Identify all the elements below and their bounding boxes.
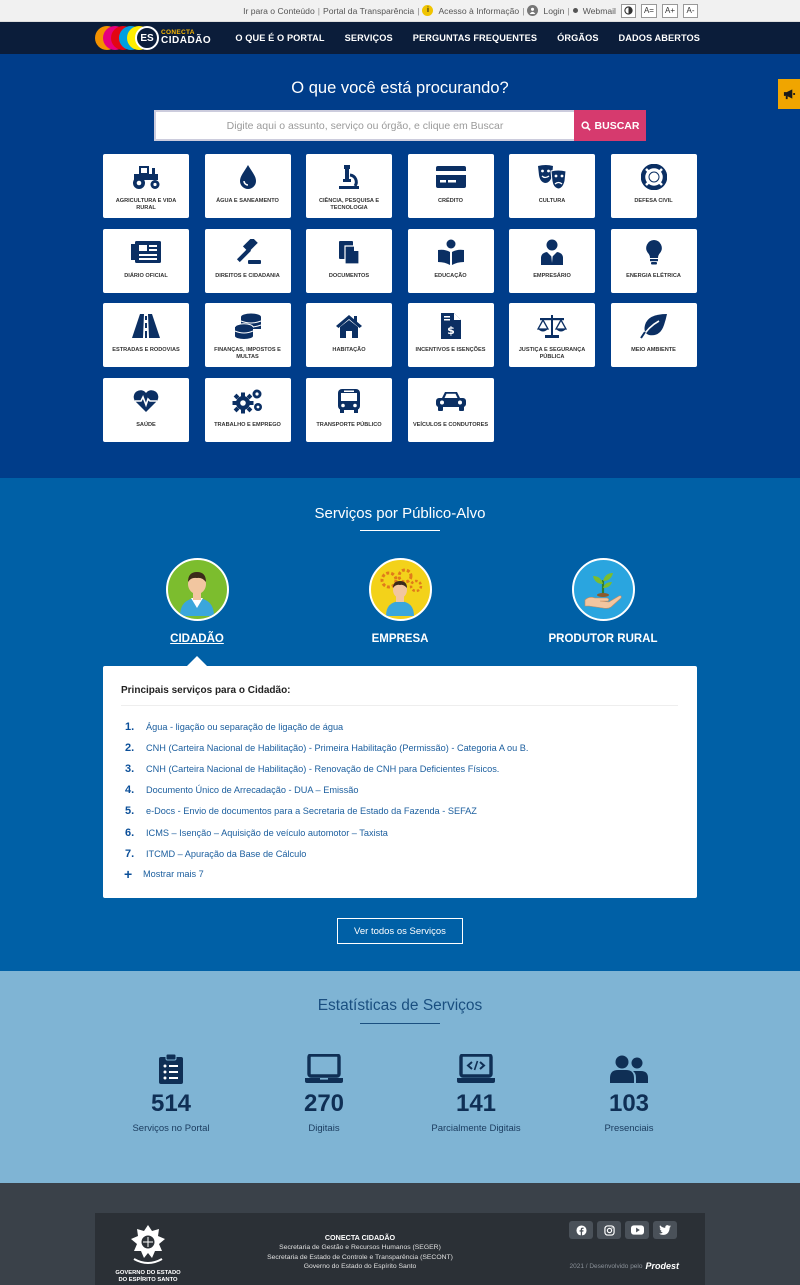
category-label: INCENTIVOS E ISENÇÕES bbox=[415, 347, 486, 353]
divider bbox=[121, 705, 678, 706]
prodest-logo[interactable]: Prodest bbox=[645, 1261, 679, 1271]
category-label: AGRICULTURA E VIDA RURAL bbox=[115, 198, 177, 211]
search-icon bbox=[581, 121, 591, 131]
footer bbox=[0, 1183, 800, 1285]
plus-icon: + bbox=[124, 866, 133, 883]
separator: | bbox=[567, 5, 570, 16]
contrast-button[interactable] bbox=[621, 4, 636, 18]
car-icon bbox=[435, 390, 467, 412]
tab-produtor-rural[interactable] bbox=[543, 558, 663, 645]
stat-label: Digitais bbox=[308, 1123, 340, 1134]
category-tile-roads[interactable] bbox=[103, 303, 189, 367]
category-tile-credit[interactable] bbox=[408, 154, 494, 218]
font-reset-button[interactable]: A= bbox=[641, 4, 657, 18]
category-tile-housing[interactable] bbox=[306, 303, 392, 367]
businessman-icon bbox=[540, 239, 564, 265]
social-links bbox=[569, 1221, 677, 1239]
list-number: 6. bbox=[125, 826, 135, 839]
stat-total bbox=[101, 1053, 241, 1134]
category-grid bbox=[103, 154, 697, 442]
citizen-avatar bbox=[166, 558, 229, 621]
top-services-list bbox=[121, 716, 678, 864]
top-services-title: Principais serviços para o Cidadão: bbox=[121, 685, 291, 696]
facebook-button[interactable] bbox=[569, 1221, 593, 1239]
info-icon: i bbox=[422, 5, 433, 16]
leaf-icon bbox=[640, 313, 668, 339]
category-label: SAÚDE bbox=[136, 421, 156, 428]
laptop-icon bbox=[305, 1054, 343, 1084]
instagram-button[interactable] bbox=[597, 1221, 621, 1239]
service-link[interactable]: CNH (Carteira Nacional de Habilitação) - Renovação de CNH para Deficientes Físicos. bbox=[146, 763, 500, 774]
nav-item-about[interactable]: O QUE É O PORTAL bbox=[235, 33, 325, 43]
search-input[interactable] bbox=[154, 110, 574, 141]
invoice-dollar-icon bbox=[441, 313, 461, 339]
separator: | bbox=[317, 5, 320, 16]
stat-label: Parcialmente Digitais bbox=[431, 1123, 521, 1134]
user-icon bbox=[527, 5, 538, 16]
tab-cidadao[interactable] bbox=[137, 558, 257, 645]
category-label: MEIO AMBIENTE bbox=[631, 347, 676, 353]
stat-value: 514 bbox=[150, 1090, 192, 1117]
category-label: EDUCAÇÃO bbox=[434, 272, 467, 279]
scales-icon bbox=[537, 313, 567, 339]
skip-to-content-link[interactable]: Ir para o Conteúdo bbox=[243, 5, 315, 16]
megaphone-icon bbox=[783, 88, 796, 100]
book-reader-icon bbox=[437, 239, 465, 265]
service-link[interactable]: e-Docs - Envio de documentos para a Secretaria de Estado da Fazenda - SEFAZ bbox=[146, 806, 477, 817]
category-tile-agriculture[interactable] bbox=[103, 154, 189, 218]
list-number: 5. bbox=[125, 805, 135, 818]
youtube-icon bbox=[631, 1225, 644, 1235]
state-coat-of-arms-icon bbox=[128, 1223, 168, 1267]
rural-avatar bbox=[572, 558, 635, 621]
instagram-icon bbox=[604, 1225, 615, 1236]
documents-icon bbox=[337, 239, 361, 265]
transparency-portal-link[interactable]: Portal da Transparência bbox=[322, 5, 415, 16]
government-line-1: GOVERNO DO ESTADO bbox=[115, 1269, 181, 1276]
road-icon bbox=[132, 314, 160, 338]
category-tile-documents[interactable] bbox=[306, 229, 392, 293]
developed-by bbox=[569, 1261, 679, 1271]
show-more-label: Mostrar mais 7 bbox=[143, 869, 204, 880]
contrast-icon bbox=[624, 6, 633, 15]
category-tile-rights[interactable] bbox=[205, 229, 291, 293]
stat-presencial bbox=[559, 1053, 699, 1134]
stat-label: Presenciais bbox=[604, 1123, 654, 1134]
tab-empresa-label: EMPRESA bbox=[371, 633, 429, 645]
list-item bbox=[121, 716, 678, 737]
statistics-title: Estatísticas de Serviços bbox=[317, 997, 483, 1014]
font-decrease-button[interactable]: A- bbox=[683, 4, 698, 18]
tab-produtor-rural-label: PRODUTOR RURAL bbox=[548, 633, 658, 645]
category-label: TRANSPORTE PÚBLICO bbox=[316, 421, 382, 428]
category-label: CIÊNCIA, PESQUISA E TECNOLOGIA bbox=[318, 198, 380, 211]
stat-label: Serviços no Portal bbox=[132, 1123, 210, 1134]
cogs-icon bbox=[232, 388, 264, 414]
logo-text-top: CONECTA bbox=[161, 28, 195, 36]
water-drop-icon bbox=[238, 164, 258, 190]
citizen-icon bbox=[175, 564, 219, 616]
separator: | bbox=[417, 5, 420, 16]
category-tile-justice[interactable] bbox=[509, 303, 595, 367]
webmail-link[interactable]: Webmail bbox=[582, 5, 616, 16]
category-label: DOCUMENTOS bbox=[328, 272, 370, 279]
logo-text-bottom: CIDADÃO bbox=[161, 35, 212, 47]
gavel-icon bbox=[234, 239, 262, 265]
category-tile-civil-defense[interactable] bbox=[611, 154, 697, 218]
show-more-button[interactable] bbox=[124, 864, 678, 884]
coins-icon bbox=[234, 313, 262, 339]
list-item bbox=[121, 737, 678, 758]
list-number: 1. bbox=[125, 720, 135, 733]
credit-card-icon bbox=[436, 166, 466, 188]
stat-value: 141 bbox=[455, 1090, 497, 1117]
category-label: VEÍCULOS E CONDUTORES bbox=[412, 421, 489, 428]
hero-section bbox=[0, 54, 800, 478]
footer-title: CONECTA CIDADÃO bbox=[324, 1233, 396, 1242]
nav-item-faq[interactable]: PERGUNTAS FREQUENTES bbox=[412, 33, 538, 43]
life-ring-icon bbox=[641, 164, 667, 190]
service-link[interactable]: ICMS – Isenção – Aquisição de veículo automotor – Taxista bbox=[146, 827, 388, 838]
house-icon bbox=[335, 314, 363, 338]
footer-panel bbox=[95, 1213, 705, 1285]
utility-bar bbox=[0, 0, 800, 22]
search-bar bbox=[154, 110, 646, 141]
category-label: ESTRADAS E RODOVIAS bbox=[112, 347, 180, 353]
lightbulb-icon bbox=[644, 239, 664, 265]
category-tile-science[interactable] bbox=[306, 154, 392, 218]
heartbeat-icon bbox=[132, 389, 160, 413]
hero-title: O que você está procurando? bbox=[291, 79, 509, 97]
active-tab-pointer bbox=[187, 656, 207, 666]
title-underline bbox=[360, 530, 440, 531]
twitter-icon bbox=[659, 1225, 671, 1235]
service-link[interactable]: Água - ligação ou separação de ligação de água bbox=[146, 721, 344, 732]
dot-icon bbox=[573, 8, 578, 13]
nav-item-open-data[interactable]: DADOS ABERTOS bbox=[618, 33, 700, 43]
main-header bbox=[0, 22, 800, 54]
theater-masks-icon bbox=[537, 164, 567, 190]
footer-credits bbox=[245, 1233, 475, 1272]
search-button-label: BUSCAR bbox=[594, 119, 640, 132]
category-tile-environment[interactable] bbox=[611, 303, 697, 367]
users-icon bbox=[610, 1055, 648, 1083]
service-link[interactable]: ITCMD – Apuração da Base de Cálculo bbox=[146, 848, 307, 859]
government-seal[interactable] bbox=[113, 1223, 183, 1284]
list-number: 7. bbox=[125, 847, 135, 860]
category-label: EMPRESÁRIO bbox=[533, 272, 571, 279]
search-button[interactable] bbox=[574, 110, 646, 141]
category-label: DIREITOS E CIDADANIA bbox=[215, 272, 280, 279]
category-tile-culture[interactable] bbox=[509, 154, 595, 218]
stat-value: 103 bbox=[608, 1090, 650, 1117]
logo-circles bbox=[95, 25, 160, 51]
title-underline bbox=[360, 1023, 440, 1024]
service-link[interactable]: Documento Único de Arrecadação - DUA – Emissão bbox=[146, 785, 359, 796]
list-number: 3. bbox=[125, 762, 135, 775]
category-tile-energy[interactable] bbox=[611, 229, 697, 293]
access-info-link[interactable]: Acesso à Informação bbox=[438, 5, 520, 16]
category-label: CULTURA bbox=[538, 198, 566, 204]
footer-line: Secretaria de Estado de Controle e Transparência (SECONT) bbox=[267, 1253, 453, 1261]
newspaper-icon bbox=[131, 241, 161, 263]
facebook-icon bbox=[576, 1225, 587, 1236]
category-tile-water[interactable] bbox=[205, 154, 291, 218]
logo-es-badge: ES bbox=[135, 26, 159, 50]
clipboard-list-icon bbox=[159, 1054, 183, 1084]
nav-item-services[interactable]: SERVIÇOS bbox=[344, 33, 393, 43]
tab-cidadao-label: CIDADÃO bbox=[170, 633, 224, 645]
tab-empresa[interactable] bbox=[340, 558, 460, 645]
logo-text bbox=[161, 30, 211, 47]
audience-section-title: Serviços por Público-Alvo bbox=[314, 505, 486, 522]
statistics-section bbox=[0, 971, 800, 1183]
login-link[interactable]: Login bbox=[543, 5, 565, 16]
footer-line: Governo do Estado do Espírito Santo bbox=[303, 1263, 417, 1271]
list-number: 2. bbox=[125, 741, 135, 754]
list-item bbox=[121, 780, 678, 801]
category-label: DEFESA CIVIL bbox=[634, 198, 673, 204]
font-increase-button[interactable]: A+ bbox=[662, 4, 678, 18]
category-tile-finance[interactable] bbox=[205, 303, 291, 367]
main-nav bbox=[235, 33, 700, 43]
view-all-services-button[interactable]: Ver todos os Serviços bbox=[337, 918, 463, 944]
microscope-icon bbox=[336, 164, 362, 190]
stat-partial bbox=[406, 1053, 546, 1134]
conecta-cidadao-logo[interactable] bbox=[95, 25, 211, 51]
category-label: DIÁRIO OFICIAL bbox=[124, 272, 168, 279]
announcement-tab[interactable] bbox=[778, 79, 800, 109]
youtube-button[interactable] bbox=[625, 1221, 649, 1239]
category-label: FINANÇAS, IMPOSTOS E MULTAS bbox=[214, 347, 281, 360]
stat-digital bbox=[254, 1053, 394, 1134]
category-tile-official-gazette[interactable] bbox=[103, 229, 189, 293]
category-label: JUSTIÇA E SEGURANÇA PÚBLICA bbox=[518, 347, 586, 360]
category-tile-health[interactable] bbox=[103, 378, 189, 442]
category-label: HABITAÇÃO bbox=[332, 347, 366, 353]
category-tile-public-transport[interactable] bbox=[306, 378, 392, 442]
list-item bbox=[121, 801, 678, 822]
category-label: TRABALHO E EMPREGO bbox=[214, 421, 281, 428]
nav-item-agencies[interactable]: ÓRGÃOS bbox=[557, 33, 599, 43]
government-line-2: DO ESPÍRITO SANTO bbox=[118, 1276, 178, 1283]
category-label: ENERGIA ELÉTRICA bbox=[626, 272, 681, 279]
audience-section bbox=[0, 478, 800, 971]
category-label: CRÉDITO bbox=[437, 198, 464, 204]
list-item bbox=[121, 822, 678, 843]
footer-line: Secretaria de Gestão e Recursos Humanos (SEGER) bbox=[279, 1244, 441, 1252]
tractor-icon bbox=[130, 164, 162, 190]
company-avatar bbox=[369, 558, 432, 621]
list-item bbox=[121, 843, 678, 864]
category-tile-vehicles[interactable] bbox=[408, 378, 494, 442]
list-number: 4. bbox=[125, 784, 135, 797]
top-services-card bbox=[103, 666, 697, 898]
company-icon bbox=[374, 564, 426, 616]
laptop-code-icon bbox=[457, 1054, 495, 1084]
category-label: ÁGUA E SANEAMENTO bbox=[216, 198, 279, 204]
category-tile-business[interactable] bbox=[509, 229, 595, 293]
plant-hand-icon bbox=[581, 568, 625, 612]
twitter-button[interactable] bbox=[653, 1221, 677, 1239]
separator: | bbox=[522, 5, 525, 16]
service-link[interactable]: CNH (Carteira Nacional de Habilitação) - Primeira Habilitação (Permissão) - Categoria A ou B. bbox=[146, 742, 529, 753]
list-item bbox=[121, 758, 678, 779]
category-tile-incentives[interactable] bbox=[408, 303, 494, 367]
category-tile-work[interactable] bbox=[205, 378, 291, 442]
stat-value: 270 bbox=[303, 1090, 345, 1117]
svg-text:$: $ bbox=[446, 324, 455, 337]
category-tile-education[interactable] bbox=[408, 229, 494, 293]
bus-icon bbox=[336, 388, 362, 414]
developed-by-text: 2021 / Desenvolvido pelo bbox=[569, 1262, 643, 1270]
